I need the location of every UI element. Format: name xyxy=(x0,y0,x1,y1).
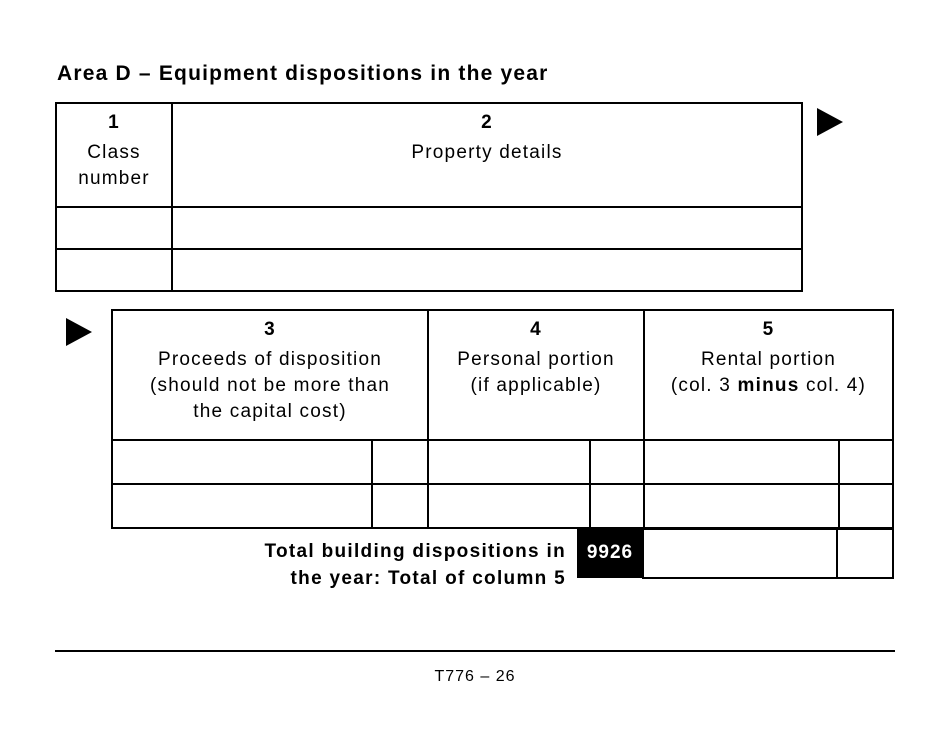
proceeds-dollars-field-1[interactable] xyxy=(112,440,372,484)
personal-dollars-field-1[interactable] xyxy=(428,440,590,484)
property-details-header xyxy=(172,103,802,207)
col3-line3: the capital cost) xyxy=(193,401,347,422)
total-label xyxy=(265,538,566,592)
col5-line1: Rental portion xyxy=(700,349,837,370)
rental-dollars-field-1[interactable] xyxy=(644,440,839,484)
col1-label-line1: Class xyxy=(87,142,141,163)
dispositions-table xyxy=(111,309,894,529)
class-number-field-2[interactable] xyxy=(56,249,172,291)
page-footer: T776 – 26 xyxy=(434,668,516,685)
property-details-field-2[interactable] xyxy=(172,249,802,291)
rental-cents-field-1[interactable] xyxy=(839,440,893,484)
col2-number: 2 xyxy=(481,112,493,133)
property-table xyxy=(55,102,803,292)
col5-line2 xyxy=(645,373,892,399)
col3-number: 3 xyxy=(264,319,276,340)
class-number-header xyxy=(56,103,172,207)
col5-line2-bold: minus xyxy=(737,375,800,396)
col4-number: 4 xyxy=(530,319,542,340)
footer-divider xyxy=(55,650,895,652)
rental-portion-header xyxy=(644,310,893,440)
col2-label: Property details xyxy=(411,142,563,163)
col4-line2: (if applicable) xyxy=(470,375,602,396)
proceeds-cents-field-1[interactable] xyxy=(372,440,428,484)
continued-arrow-icon xyxy=(66,318,92,346)
col3-line2: (should not be more than xyxy=(149,375,391,396)
rental-dollars-field-2[interactable] xyxy=(644,484,839,528)
section-title: Area D – Equipment dispositions in the year xyxy=(57,62,549,85)
col1-label-line2: number xyxy=(78,168,150,189)
col3-line1: Proceeds of disposition xyxy=(157,349,383,370)
total-dollars-field[interactable] xyxy=(642,528,839,579)
total-label-line1: Total building dispositions in xyxy=(264,541,566,562)
personal-portion-header xyxy=(428,310,644,440)
class-number-field-1[interactable] xyxy=(56,207,172,249)
proceeds-header xyxy=(112,310,428,440)
col1-number: 1 xyxy=(108,112,120,133)
col5-number: 5 xyxy=(762,319,775,340)
col5-line2-post: col. 4) xyxy=(799,375,867,396)
continue-arrow-icon xyxy=(817,108,843,136)
proceeds-cents-field-2[interactable] xyxy=(372,484,428,528)
line-code-badge: 9926 xyxy=(577,528,643,578)
proceeds-dollars-field-2[interactable] xyxy=(112,484,372,528)
col5-line2-pre: (col. 3 xyxy=(670,375,738,396)
property-details-field-1[interactable] xyxy=(172,207,802,249)
rental-cents-field-2[interactable] xyxy=(839,484,893,528)
total-label-line2: the year: Total of column 5 xyxy=(290,568,566,589)
col4-line1: Personal portion xyxy=(457,349,615,370)
personal-cents-field-1[interactable] xyxy=(590,440,644,484)
personal-dollars-field-2[interactable] xyxy=(428,484,590,528)
total-cents-field[interactable] xyxy=(836,528,894,579)
personal-cents-field-2[interactable] xyxy=(590,484,644,528)
